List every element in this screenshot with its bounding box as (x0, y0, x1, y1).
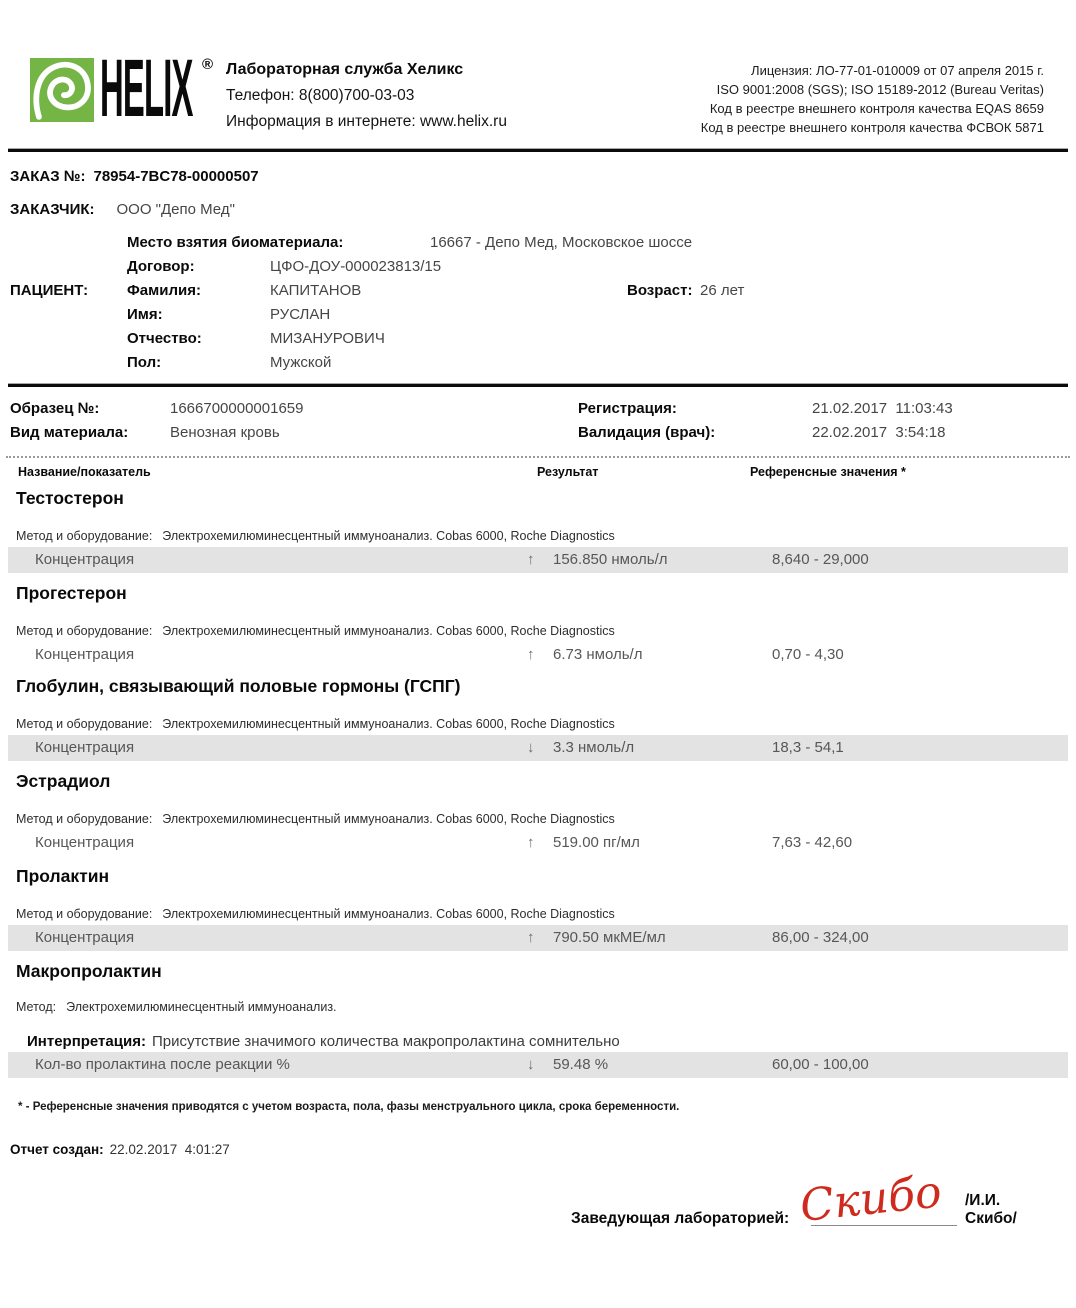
test-title: Эстрадиол (16, 771, 111, 791)
signature-line (811, 1225, 957, 1226)
test-section-prolactin (0, 866, 1076, 961)
patient-row (0, 306, 1076, 330)
lab-head-name: /И.И. Скибо/ (965, 1192, 1017, 1227)
dotted-divider (6, 456, 1070, 458)
biomaterial-place-value: 16667 - Депо Мед, Московское шоссе (430, 234, 693, 251)
validation-value: 22.02.2017 3:54:18 (812, 424, 946, 441)
contract-label: Договор: (127, 258, 195, 275)
test-method-line (16, 529, 615, 543)
brand-contact-info (226, 58, 507, 139)
result-name: Кол-во пролактина после реакции % (35, 1056, 290, 1073)
reference-range: 0,70 - 4,30 (772, 646, 844, 663)
method-value: Электрохемилюминесцентный иммуноанализ. Cobas 6000, Roche Diagnostics (162, 812, 615, 826)
report-created-value: 22.02.2017 4:01:27 (109, 1142, 230, 1157)
result-row (8, 1052, 1068, 1078)
patient-row (0, 330, 1076, 354)
method-value: Электрохемилюминесцентный иммуноанализ. Cobas 6000, Roche Diagnostics (162, 529, 615, 543)
contract-value: ЦФО-ДОУ-000023813/15 (270, 258, 442, 275)
registration-label: Регистрация: (578, 400, 677, 417)
result-value: 790.50 мкМЕ/мл (553, 929, 666, 946)
column-result-header: Результат (537, 465, 599, 479)
sample-number-label: Образец №: (10, 400, 100, 417)
test-section-shbg (0, 676, 1076, 771)
sample-block (0, 400, 1076, 448)
test-title: Макропролактин (16, 961, 162, 981)
result-row (8, 830, 1068, 856)
material-type-label: Вид материала: (10, 424, 129, 441)
method-label: Метод и оборудование: (16, 907, 153, 921)
registration-value: 21.02.2017 11:03:43 (812, 400, 953, 417)
test-title: Пролактин (16, 866, 110, 886)
result-name: Концентрация (35, 929, 135, 946)
column-reference-header: Референсные значения * (750, 465, 906, 479)
test-method-line (16, 812, 615, 826)
reference-range: 60,00 - 100,00 (772, 1056, 869, 1073)
method-value: Электрохемилюминесцентный иммуноанализ. Cobas 6000, Roche Diagnostics (162, 624, 615, 638)
result-value: 59.48 % (553, 1056, 609, 1073)
eqas-line: Код в реестре внешнего контроля качества EQAS 8659 (709, 101, 1044, 116)
sex-label: Пол: (127, 354, 162, 371)
method-label: Метод и оборудование: (16, 529, 153, 543)
reference-range: 18,3 - 54,1 (772, 739, 844, 756)
age-label: Возраст: (627, 282, 693, 299)
method-label: Метод: (16, 1000, 57, 1014)
test-section-estradiol (0, 771, 1076, 866)
order-number-line (10, 168, 259, 185)
iso-line: ISO 9001:2008 (SGS); ISO 15189-2012 (Bureau Veritas) (716, 82, 1044, 97)
report-created-line (10, 1142, 230, 1157)
helix-logo-text: HELIX (100, 43, 193, 134)
test-method-line (16, 624, 615, 638)
method-label: Метод и оборудование: (16, 717, 153, 731)
fsvok-line: Код в реестре внешнего контроля качества ФСВОК 5871 (700, 120, 1044, 135)
interpretation-line (27, 1033, 620, 1050)
patient-row (0, 234, 1076, 258)
result-name: Концентрация (35, 739, 135, 756)
report-created-label: Отчет создан: (10, 1142, 104, 1157)
lab-head-label: Заведующая лабораторией: (571, 1210, 790, 1227)
patient-row (0, 282, 1076, 306)
order-label: ЗАКАЗ №: (10, 168, 86, 185)
validation-label: Валидация (врач): (578, 424, 716, 441)
license-line: Лицензия: ЛО-77-01-010009 от 07 апреля 2015 г. (751, 63, 1044, 78)
result-row (8, 547, 1068, 573)
customer-label: ЗАКАЗЧИК: (10, 201, 95, 218)
arrow-up-icon: ↑ (527, 834, 535, 851)
interpretation-label: Интерпретация: (27, 1033, 146, 1050)
patient-section-label: ПАЦИЕНТ: (10, 282, 89, 299)
brand-name: Лабораторная служба Хеликс (226, 61, 464, 78)
customer-line (10, 201, 235, 218)
result-row (8, 925, 1068, 951)
result-name: Концентрация (35, 551, 135, 568)
result-name: Концентрация (35, 834, 135, 851)
surname-label: Фамилия: (127, 282, 201, 299)
patronymic-label: Отчество: (127, 330, 202, 347)
test-section-progesterone (0, 583, 1076, 678)
test-title: Глобулин, связывающий половые гормоны (ГСПГ) (16, 676, 461, 696)
method-value: Электрохемилюминесцентный иммуноанализ. (66, 1000, 337, 1014)
results-table-header (0, 465, 1076, 483)
registered-trademark: ® (202, 56, 214, 73)
method-label: Метод и оборудование: (16, 812, 153, 826)
customer-value: ООО "Депо Мед" (116, 201, 235, 218)
header-divider (8, 148, 1068, 152)
reference-range: 86,00 - 324,00 (772, 929, 869, 946)
arrow-up-icon: ↑ (527, 929, 535, 946)
material-type-value: Венозная кровь (170, 424, 280, 441)
brand-phone: Телефон: 8(800)700-03-03 (226, 87, 415, 104)
test-section-macroprolactin (0, 961, 1076, 1081)
header-brand (30, 43, 507, 139)
sample-row (0, 424, 1076, 448)
test-method-line (16, 717, 615, 731)
interpretation-value: Присутствие значимого количества макропролактина сомнительно (151, 1033, 620, 1050)
arrow-down-icon: ↓ (527, 1056, 535, 1073)
patient-row (0, 258, 1076, 282)
arrow-up-icon: ↑ (527, 551, 535, 568)
sex-value: Мужской (270, 354, 332, 371)
patient-row (0, 354, 1076, 378)
result-value: 156.850 нмоль/л (553, 551, 668, 568)
surname-value: КАПИТАНОВ (270, 282, 362, 299)
column-name-header: Название/показатель (18, 465, 151, 479)
result-value: 3.3 нмоль/л (553, 739, 635, 756)
license-info (701, 61, 1044, 137)
helix-spiral-icon (30, 58, 94, 122)
method-value: Электрохемилюминесцентный иммуноанализ. Cobas 6000, Roche Diagnostics (162, 717, 615, 731)
helix-logo-icon (30, 58, 94, 122)
section-divider (8, 383, 1068, 387)
result-name: Концентрация (35, 646, 135, 663)
firstname-value: РУСЛАН (270, 306, 331, 323)
handwritten-signature: Скибо (797, 1166, 944, 1232)
reference-footnote: * - Референсные значения приводятся с учетом возраста, пола, фазы менструального цикла, срока беременности. (18, 1101, 680, 1113)
test-method-line (16, 1000, 337, 1014)
test-title: Тестостерон (16, 488, 124, 508)
helix-logotype (100, 43, 214, 134)
sample-row (0, 400, 1076, 424)
sample-number-value: 1666700000001659 (170, 400, 304, 417)
test-method-line (16, 907, 615, 921)
result-value: 6.73 нмоль/л (553, 646, 643, 663)
result-row (8, 735, 1068, 761)
method-value: Электрохемилюминесцентный иммуноанализ. Cobas 6000, Roche Diagnostics (162, 907, 615, 921)
firstname-label: Имя: (127, 306, 163, 323)
reference-range: 7,63 - 42,60 (772, 834, 853, 851)
patronymic-value: МИЗАНУРОВИЧ (270, 330, 385, 347)
arrow-up-icon: ↑ (527, 646, 535, 663)
order-number: 78954-7BC78-00000507 (93, 168, 259, 185)
patient-block (0, 234, 1076, 378)
result-row (8, 642, 1068, 668)
arrow-down-icon: ↓ (527, 739, 535, 756)
biomaterial-place-label: Место взятия биоматериала: (127, 234, 344, 251)
method-label: Метод и оборудование: (16, 624, 153, 638)
test-title: Прогестерон (16, 583, 127, 603)
test-section-testosterone (0, 488, 1076, 583)
brand-website: Информация в интернете: www.helix.ru (226, 113, 507, 130)
reference-range: 8,640 - 29,000 (772, 551, 869, 568)
age-value: 26 лет (700, 282, 745, 299)
result-value: 519.00 пг/мл (553, 834, 640, 851)
signature-block (571, 1166, 1046, 1236)
